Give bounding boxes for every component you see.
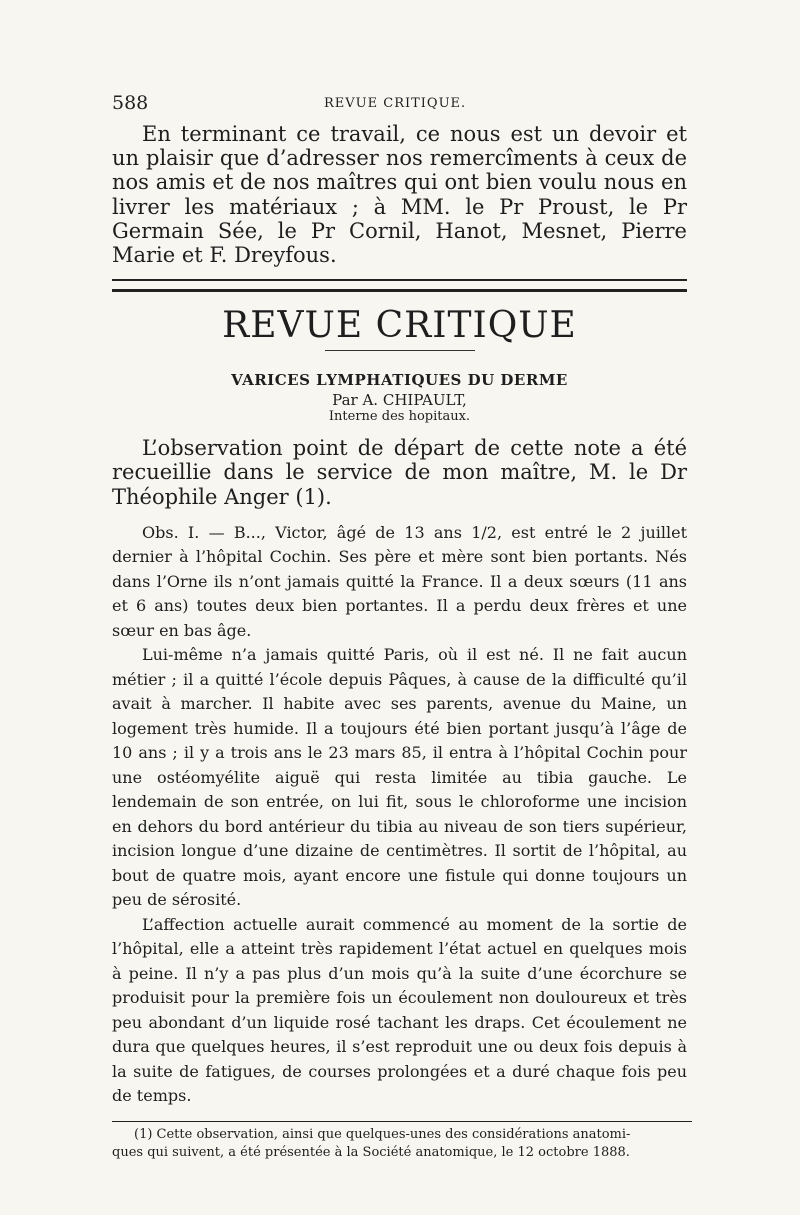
running-head: REVUE CRITIQUE. [324,96,467,111]
closing-paragraph: En terminant ce travail, ce nous est un devoir et un plaisir que d’adresser nos remercîments à ceux de nos amis et de nos maîtres qui ont bien voulu nous en livrer les matériaux ; à MM. le Pr Proust, le Pr Germain Sée, le Pr Cornil, Hanot, Mesnet, Pierre Marie et F. Dreyfous. [112,122,687,268]
section-divider [112,279,687,292]
footnote-line: ques qui suivent, a été présentée à la Société anatomique, le 12 octobre 1888. [112,1144,630,1160]
footnote-rule [112,1121,692,1122]
page-header [112,92,687,122]
intro-block [112,436,687,509]
observation-text [112,521,687,1109]
article-affiliation: Interne des hopitaux. [328,409,471,425]
book-page [112,92,687,1162]
page-number: 588 [112,92,149,114]
footnote-line: (1) Cette observation, ainsi que quelques-unes des considérations anatomi- [134,1126,631,1142]
article-title: VARICES LYMPHATIQUES DU DERME [231,371,568,390]
intro-paragraph: L’observation point de départ de cette note a été recueillie dans le service de mon maître, M. le Dr Théophile Anger (1). [112,436,687,509]
title-underline [325,350,475,351]
section-title: REVUE CRITIQUE [222,305,577,347]
closing-block [112,122,687,267]
footnote [112,1126,687,1162]
article-byline: Par A. CHIPAULT, [332,391,467,410]
body-paragraph: L’affection actuelle aurait commencé au moment de la sortie de l’hôpital, elle a atteint très rapidement l’état actuel en quelques mois à peine. Il n’y a pas plus d’un mois qu’à la suite d’une écorchure se produisit pour la première fois un écoulement non douloureux et très peu abondant d’un liquide rosé tachant les draps. Cet écoulement ne dura que quelques heures, il s’est reproduit une ou deux fois depuis à la suite de fatigues, de courses prolongées et a duré chaque fois peu de temps. [112,914,687,1106]
body-paragraph: Obs. I. — B..., Victor, âgé de 13 ans 1/2, est entré le 2 juillet dernier à l’hôpital Cochin. Ses père et mère sont bien portants. Nés dans l’Orne ils n’ont jamais quitté la France. Il a deux sœurs (11 ans et 6 ans) toutes deux bien portantes. Il a perdu deux frères et une sœur en bas âge. [112,522,687,640]
body-paragraph: Lui-même n’a jamais quitté Paris, où il est né. Il ne fait aucun métier ; il a quitté l’école depuis Pâques, à cause de la difficulté qu’il avait à marcher. Il habite avec ses parents, avenue du Maine, un logement très humide. Il a toujours été bien portant jusqu’à l’âge de 10 ans ; il y a trois ans le 23 mars 85, il entra à l’hôpital Cochin pour une ostéomyélite aiguë qui resta limitée au tibia gauche. Le lendemain de son entrée, on lui fit, sous le chloroforme une incision en dehors du bord antérieur du tibia au niveau de son tiers supérieur, incision longue d’une dizaine de centimètres. Il sortit de l’hôpital, au bout de quatre mois, ayant encore une fistule qui donne toujours un peu de sérosité. [112,645,687,910]
